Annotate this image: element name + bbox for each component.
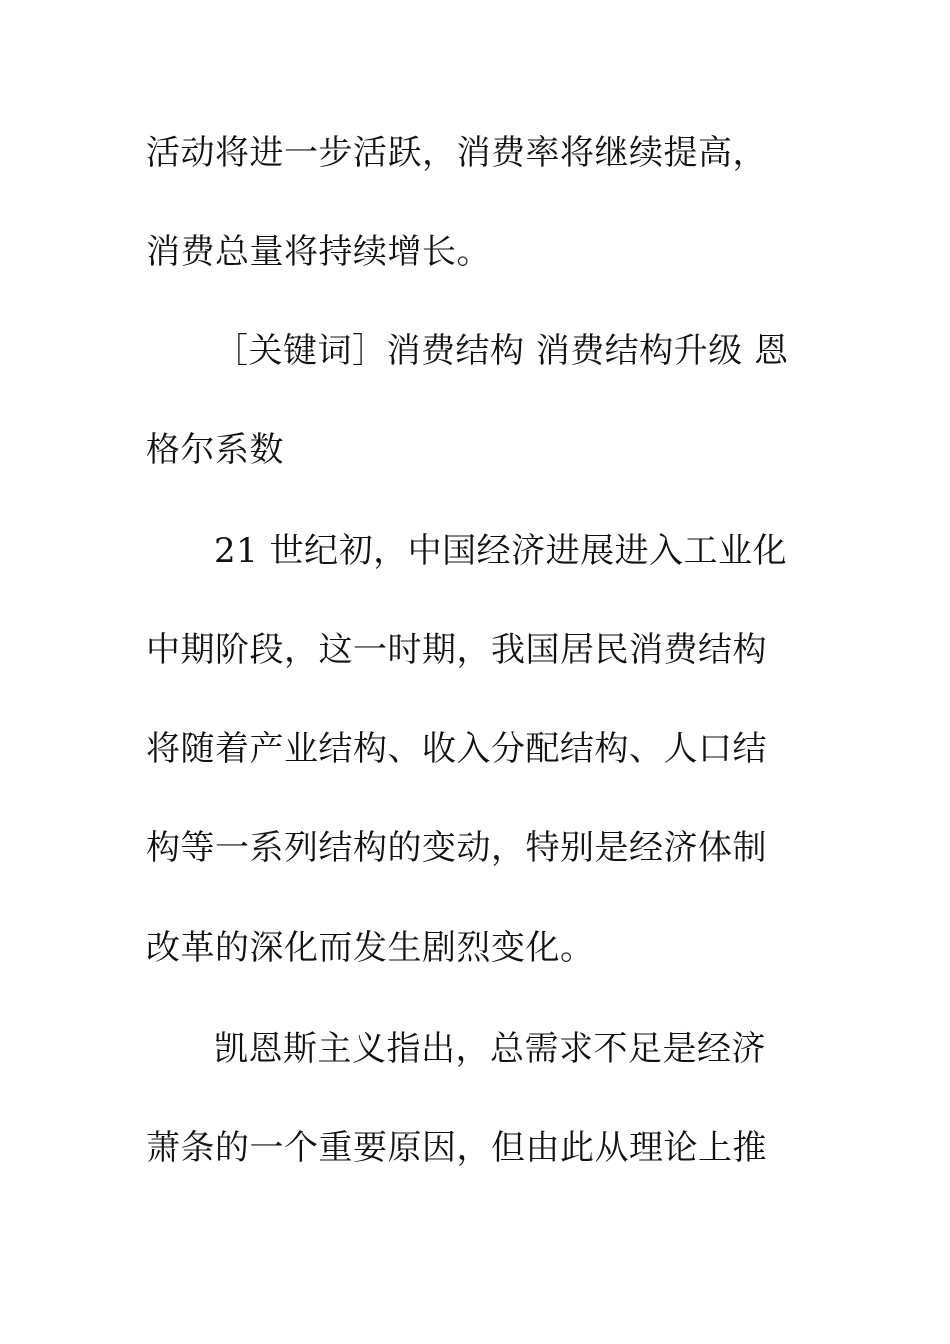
text-line: 消费总量将持续增长。 bbox=[146, 232, 491, 272]
text-line: 萧条的一个重要原因，但由此从理论上推 bbox=[146, 1128, 767, 1168]
text-line: 中期阶段，这一时期，我国居民消费结构 bbox=[146, 630, 767, 670]
text-line: 构等一系列结构的变动，特别是经济体制 bbox=[146, 828, 767, 868]
text-line: 改革的深化而发生剧烈变化。 bbox=[146, 928, 595, 968]
text-line: 格尔系数 bbox=[146, 430, 284, 470]
keywords-line: ［关键词］消费结构 消费结构升级 恩 bbox=[214, 331, 789, 371]
paragraph-start-line: 凯恩斯主义指出，总需求不足是经济 bbox=[214, 1029, 766, 1069]
text-line: 活动将进一步活跃，消费率将继续提高， bbox=[146, 133, 767, 173]
text-line: 将随着产业结构、收入分配结构、人口结 bbox=[146, 729, 767, 769]
paragraph-start-line: 21 世纪初，中国经济进展进入工业化 bbox=[214, 531, 788, 571]
